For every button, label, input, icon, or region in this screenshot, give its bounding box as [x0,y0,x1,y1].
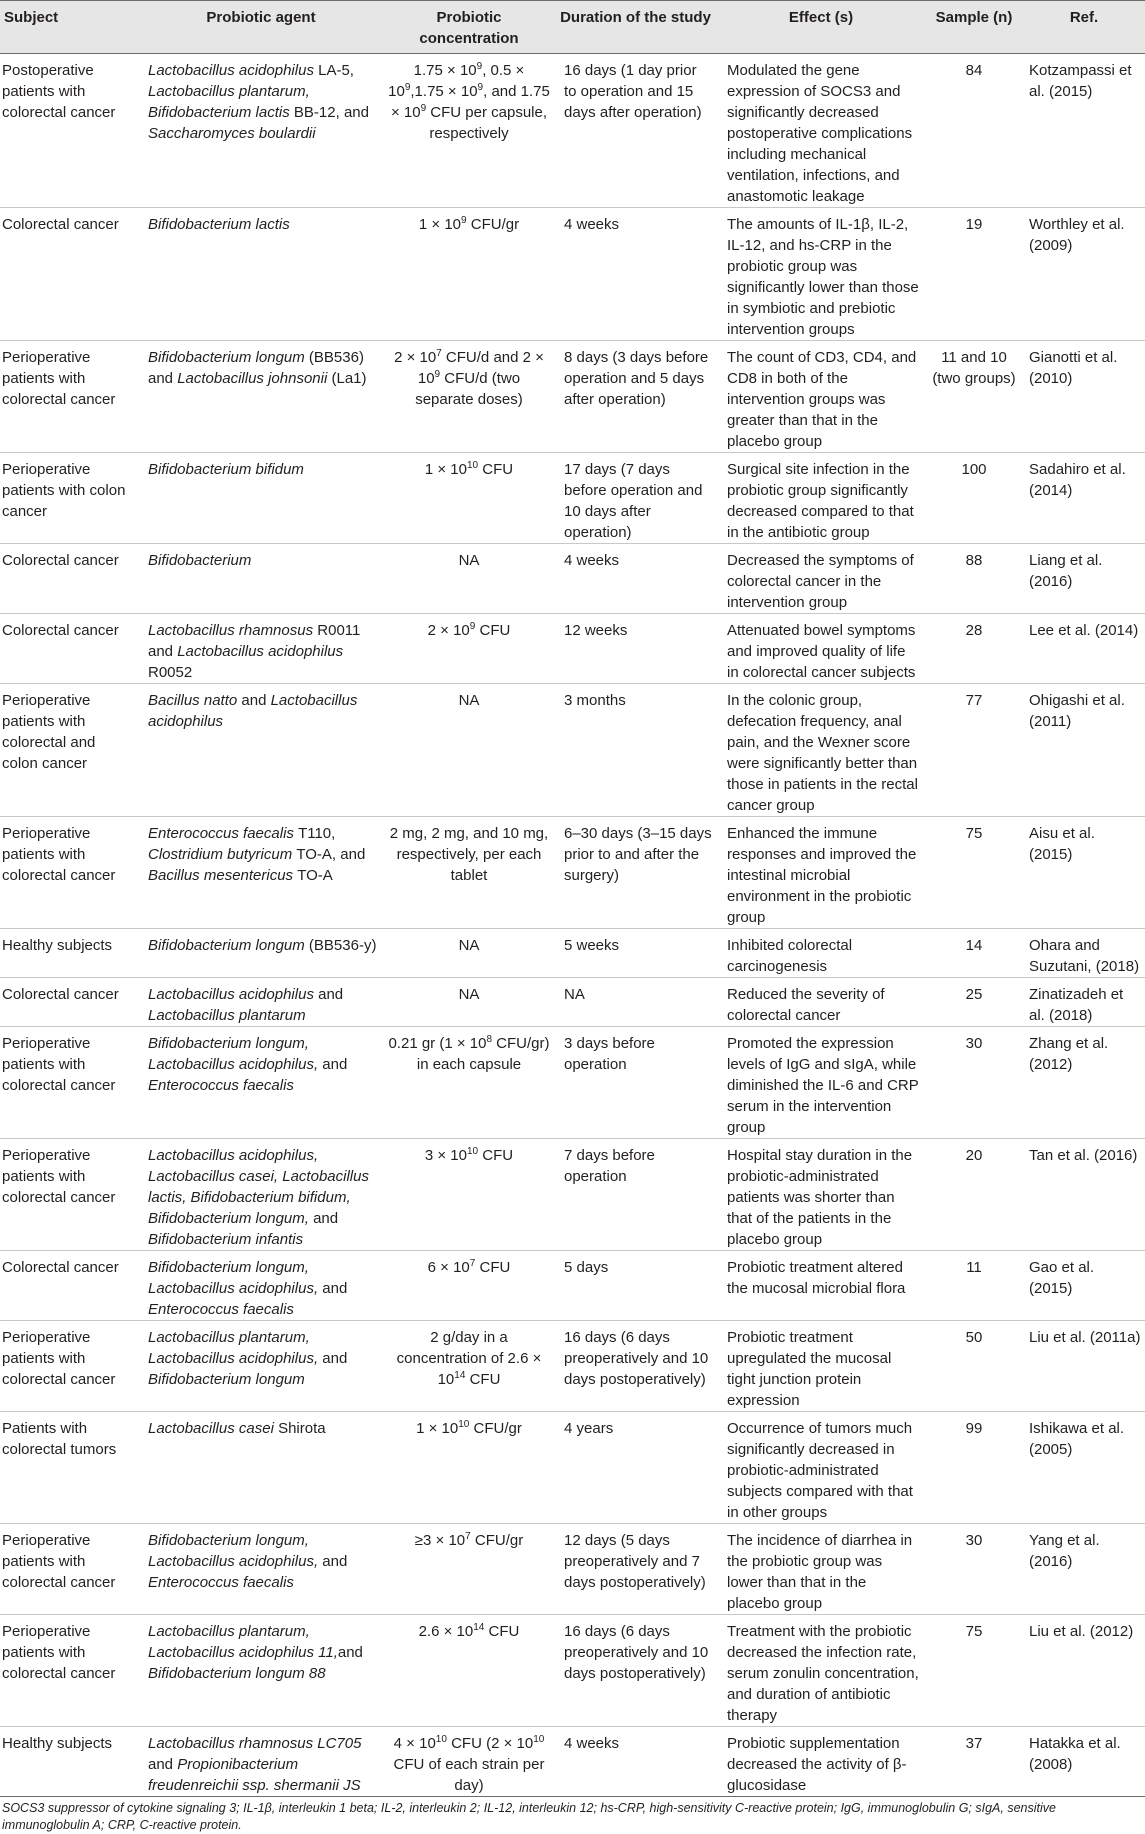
cell-ref: Liu et al. (2012) [1029,1623,1134,1640]
header-effects: Effect (s) [717,1,925,54]
cell-concentration: NA [458,552,480,569]
table-row [0,1615,1145,1727]
cell-agent: Lactobacillus acidophilus, Lactobacillus casei, Lactobacillus lactis, Bifidobacterium bifidum, Bifidobacterium longum, and Bifidobacterium infantis [148,1147,369,1248]
cell-concentration: $4 \times 10^{10}$ CFU ($2 \times 10^{10}$ CFU of each strain per day) [393,1734,545,1794]
cell-duration: 8 days (3 days before operation and 5 days after operation) [564,349,709,408]
table-row [0,544,1145,614]
cell-effects: Attenuated bowel symptoms and improved quality of life in colorectal cancer subjects [727,622,916,681]
cell-agent: Bifidobacterium longum, Lactobacillus acidophilus, and Enterococcus faecalis [148,1259,348,1318]
cell-ref: Aisu et al. (2015) [1029,825,1095,863]
cell-concentration: NA [458,937,480,954]
table-row [0,1321,1145,1412]
table-row [0,614,1145,684]
cell-duration: 6–30 days (3–15 days prior to and after the surgery) [564,825,712,884]
cell-subject: Perioperative patients with colorectal cancer [2,1035,116,1094]
cell-agent: Bifidobacterium longum (BB536-y) [148,937,377,954]
cell-agent: Bifidobacterium lactis [148,216,290,233]
cell-concentration: $1 \times 10^{10}$ CFU/gr [416,1419,522,1437]
table-header [0,1,1145,54]
cell-sample: 30 [965,1532,983,1549]
table-row [0,1251,1145,1321]
cell-effects: Treatment with the probiotic decreased the infection rate, serum zonulin concentration, and duration of antibiotic therapy [727,1623,919,1724]
cell-duration: 12 days (5 days preoperatively and 7 days postoperatively) [564,1532,706,1591]
cell-concentration: 2 mg, 2 mg, and 10 mg, respectively, per each tablet [389,825,549,884]
cell-ref: Hatakka et al. (2008) [1029,1735,1121,1773]
cell-concentration: $2.6 \times 10^{14}$ CFU [418,1622,520,1640]
table-row [0,929,1145,978]
cell-subject: Healthy subjects [2,1735,113,1752]
cell-agent: Enterococcus faecalis T110, Clostridium butyricum TO-A, and Bacillus mesentericus TO-A [148,825,366,884]
cell-duration: 16 days (6 days preoperatively and 10 days postoperatively) [564,1329,709,1388]
cell-concentration: $2 \times 10^7$ CFU/d and $2 \times 10^9$ CFU/d (two separate doses) [394,348,544,408]
cell-concentration: 2 g/day in a concentration of $2.6 \times 10^{14}$ CFU [396,1329,542,1388]
cell-effects: Decreased the symptoms of colorectal cancer in the intervention group [727,552,914,611]
cell-sample: 75 [965,825,983,842]
cell-effects: Probiotic treatment altered the mucosal microbial flora [727,1259,906,1297]
cell-duration: 4 years [564,1420,614,1437]
cell-agent: Lactobacillus rhamnosus LC705 and Propionibacterium freudenreichii ssp. shermanii JS [148,1735,362,1794]
cell-agent: Bifidobacterium bifidum [148,461,304,478]
cell-effects: Modulated the gene expression of SOCS3 and significantly decreased postoperative complications including mechanical ventilation, infections, and anastomotic leakage [727,62,913,205]
header-sample: Sample (n) [925,1,1023,54]
cell-sample: 19 [965,216,983,233]
cell-concentration: NA [458,986,480,1003]
cell-sample: 28 [965,622,983,639]
cell-subject: Perioperative patients with colorectal cancer [2,1623,116,1682]
cell-ref: Sadahiro et al. (2014) [1029,461,1126,499]
cell-ref: Gianotti et al. (2010) [1029,349,1118,387]
cell-subject: Perioperative patients with colorectal cancer [2,1329,116,1388]
cell-sample: 50 [965,1329,983,1346]
cell-effects: Hospital stay duration in the probiotic-administrated patients was shorter than that of the patients in the placebo group [727,1147,913,1248]
cell-sample: 88 [965,552,983,569]
cell-duration: 4 weeks [564,552,620,569]
cell-effects: Probiotic treatment upregulated the mucosal tight junction protein expression [727,1329,892,1409]
cell-duration: 5 weeks [564,937,620,954]
table-row [0,1412,1145,1524]
cell-sample: 14 [965,937,983,954]
cell-agent: Lactobacillus acidophilus and Lactobacillus plantarum [148,986,344,1024]
cell-effects: The count of CD3, CD4, and CD8 in both of the intervention groups was greater than that in the placebo group [727,349,917,450]
cell-concentration: $\ge 3 \times 10^7$ CFU/gr [414,1531,524,1549]
cell-duration: 3 months [564,692,626,709]
cell-subject: Colorectal cancer [2,216,119,233]
cell-agent: Bifidobacterium longum, Lactobacillus acidophilus, and Enterococcus faecalis [148,1035,348,1094]
cell-concentration: $1 \times 10^{10}$ CFU [424,460,514,478]
table-row [0,817,1145,929]
header-row [0,1,1145,54]
table-row [0,1139,1145,1251]
cell-agent: Lactobacillus casei Shirota [148,1420,326,1437]
cell-ref: Zhang et al. (2012) [1029,1035,1109,1073]
table-body [0,54,1145,1797]
table-row [0,208,1145,341]
cell-ref: Liang et al. (2016) [1029,552,1103,590]
cell-subject: Patients with colorectal tumors [2,1420,117,1458]
cell-duration: 3 days before operation [564,1035,655,1073]
cell-effects: Enhanced the immune responses and improved the intestinal microbial environment in the probiotic group [727,825,917,926]
cell-ref: Ishikawa et al. (2005) [1029,1420,1125,1458]
cell-concentration: $1.75 \times 10^9$, $0.5 \times 10^9,1.75 \times 10^9$, and $1.75 \times 10^9$ CFU per capsule, respectively [388,61,550,142]
cell-ref: Kotzampassi et al. (2015) [1029,62,1132,100]
table-row [0,684,1145,817]
cell-subject: Colorectal cancer [2,552,119,569]
cell-effects: In the colonic group, defecation frequency, anal pain, and the Wexner score were significantly better than those in patients in the rectal cancer group [727,692,918,814]
cell-concentration: $3 \times 10^{10}$ CFU [424,1146,514,1164]
cell-duration: 4 weeks [564,216,620,233]
cell-duration: 16 days (1 day prior to operation and 15 days after operation) [564,62,702,121]
cell-concentration: $1 \times 10^9$ CFU/gr [418,215,520,233]
cell-agent: Bifidobacterium longum, Lactobacillus acidophilus, and Enterococcus faecalis [148,1532,348,1591]
table-row [0,1027,1145,1139]
cell-ref: Lee et al. (2014) [1029,622,1139,639]
cell-subject: Perioperative patients with colorectal and colon cancer [2,692,96,772]
cell-effects: Probiotic supplementation decreased the activity of β-glucosidase [727,1735,907,1794]
cell-ref: Worthley et al. (2009) [1029,216,1125,254]
cell-duration: 4 weeks [564,1735,620,1752]
cell-sample: 37 [965,1735,983,1752]
cell-effects: Surgical site infection in the probiotic group significantly decreased compared to that in the antibiotic group [727,461,914,541]
cell-ref: Yang et al. (2016) [1029,1532,1100,1570]
cell-concentration: NA [458,692,480,709]
cell-subject: Colorectal cancer [2,1259,119,1276]
cell-duration: 5 days [564,1259,609,1276]
table-row [0,978,1145,1027]
cell-subject: Perioperative patients with colorectal cancer [2,1532,116,1591]
table-row [0,1524,1145,1615]
cell-ref: Liu et al. (2011a) [1029,1329,1141,1346]
cell-ref: Zinatizadeh et al. (2018) [1029,986,1124,1024]
cell-subject: Colorectal cancer [2,986,119,1003]
cell-concentration: $6 \times 10^7$ CFU [427,1258,511,1276]
table-row [0,54,1145,208]
cell-agent: Lactobacillus acidophilus LA-5, Lactobacillus plantarum, Bifidobacterium lactis BB-12, and Saccharomyces boulardii [148,62,369,142]
cell-sample: 11 [966,1259,982,1276]
cell-sample: 99 [965,1420,983,1437]
header-agent: Probiotic agent [138,1,384,54]
cell-concentration: $2 \times 10^9$ CFU [427,621,511,639]
cell-duration: 17 days (7 days before operation and 10 days after operation) [564,461,703,541]
cell-agent: Bacillus natto and Lactobacillus acidophilus [148,692,358,730]
cell-sample: 100 [961,461,987,478]
cell-duration: 16 days (6 days preoperatively and 10 days postoperatively) [564,1623,709,1682]
cell-sample: 30 [965,1035,983,1052]
cell-effects: Inhibited colorectal carcinogenesis [727,937,853,975]
cell-agent: Bifidobacterium longum (BB536) and Lactobacillus johnsonii (La1) [148,349,367,387]
cell-ref: Ohigashi et al. (2011) [1029,692,1125,730]
header-subject: Subject [0,1,138,54]
table-row [0,453,1145,544]
cell-sample: 84 [965,62,983,79]
cell-duration: 12 weeks [564,622,628,639]
cell-subject: Perioperative patients with colorectal cancer [2,1147,116,1206]
cell-duration: NA [564,986,585,1003]
cell-effects: The incidence of diarrhea in the probiotic group was lower than that in the placebo group [727,1532,913,1612]
cell-ref: Gao et al. (2015) [1029,1259,1095,1297]
cell-effects: The amounts of IL-1β, IL-2, IL-12, and hs-CRP in the probiotic group was significantly lower than those in symbiotic and prebiotic intervention groups [727,216,919,338]
cell-agent: Lactobacillus rhamnosus R0011 and Lactobacillus acidophilus R0052 [148,622,361,681]
cell-sample: 11 and 10 (two groups) [932,349,1016,387]
cell-agent: Bifidobacterium [148,552,252,569]
cell-duration: 7 days before operation [564,1147,655,1185]
cell-subject: Healthy subjects [2,937,113,954]
cell-ref: Ohara and Suzutani, (2018) [1029,937,1140,975]
table-footnote: SOCS3 suppressor of cytokine signaling 3; IL-1β, interleukin 1 beta; IL-2, interleukin 2; IL-12, interleukin 12; hs-CRP, high-sensitivity C-reactive protein; IgG, immunoglobulin G; sIgA, sensitive immunoglobulin A; CRP, C-reactive protein. [2,1801,1056,1832]
cell-subject: Perioperative patients with colorectal cancer [2,349,116,408]
table-row [0,341,1145,453]
cell-subject: Colorectal cancer [2,622,119,639]
cell-sample: 25 [965,986,983,1003]
cell-agent: Lactobacillus plantarum, Lactobacillus acidophilus, and Bifidobacterium longum [148,1329,348,1388]
header-concentration: Probiotic concentration [384,1,554,54]
cell-effects: Promoted the expression levels of IgG and sIgA, while diminished the IL-6 and CRP serum in the intervention group [727,1035,919,1136]
cell-concentration: 0.21 gr ($1 \times 10^8$ CFU/gr) in each capsule [388,1034,550,1073]
cell-subject: Perioperative patients with colorectal cancer [2,825,116,884]
cell-agent: Lactobacillus plantarum, Lactobacillus acidophilus 11,and Bifidobacterium longum 88 [148,1623,363,1682]
cell-sample: 77 [965,692,983,709]
cell-sample: 75 [965,1623,983,1640]
header-duration: Duration of the study [554,1,717,54]
table-row [0,1727,1145,1797]
cell-subject: Perioperative patients with colon cancer [2,461,126,520]
cell-effects: Occurrence of tumors much significantly decreased in probiotic-administrated subjects compared with that in other groups [727,1420,913,1521]
header-ref: Ref. [1023,1,1145,54]
cell-ref: Tan et al. (2016) [1029,1147,1138,1164]
cell-subject: Postoperative patients with colorectal cancer [2,62,116,121]
cell-effects: Reduced the severity of colorectal cancer [727,986,885,1024]
cell-sample: 20 [965,1147,983,1164]
